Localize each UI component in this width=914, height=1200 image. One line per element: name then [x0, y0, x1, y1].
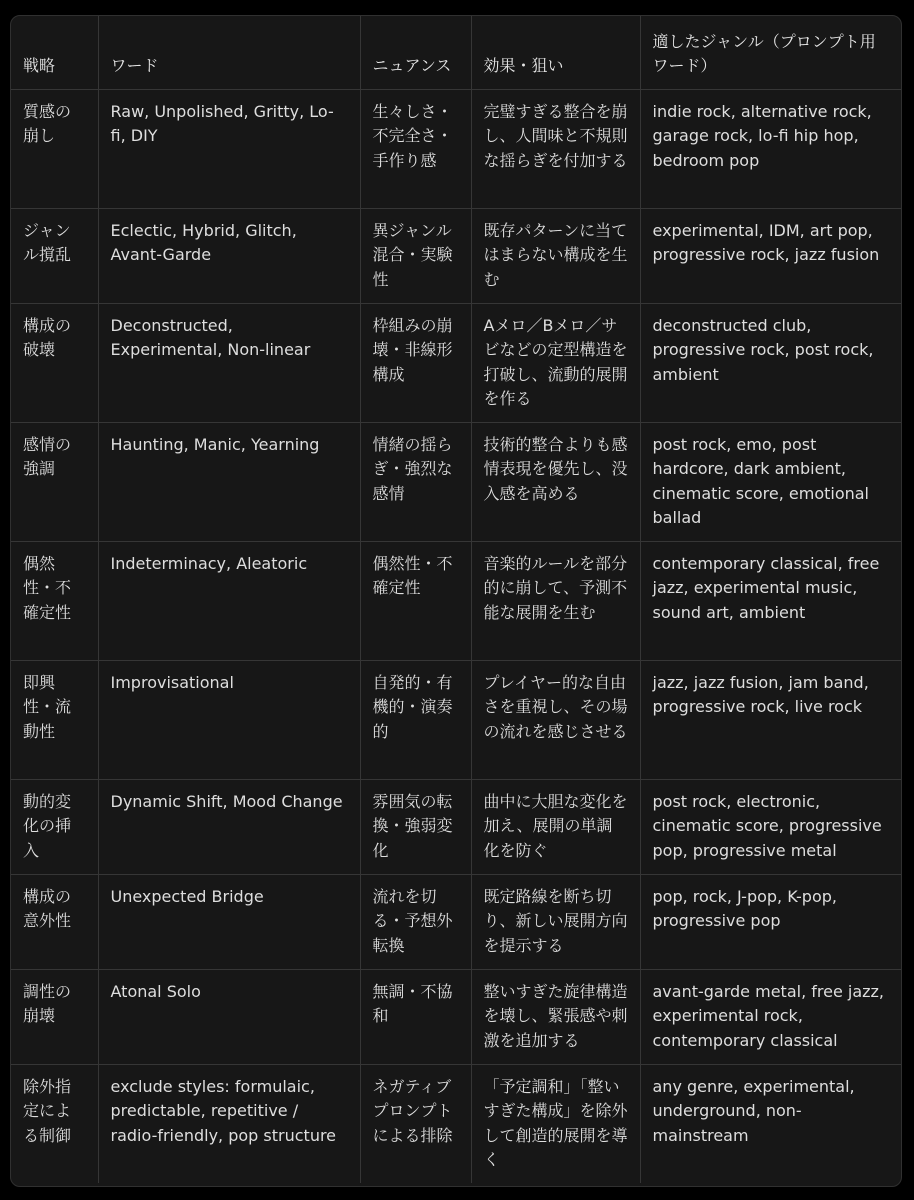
cell-effect: 既存パターンに当てはまらない構成を生む — [471, 208, 640, 303]
cell-nuance: 偶然性・不確定性 — [360, 541, 471, 660]
cell-genres: any genre, experimental, underground, non-mainstream — [652, 1076, 855, 1145]
cell-effect: Aメロ／Bメロ／サビなどの定型構造を打破し、流動的展開を作る — [471, 303, 640, 422]
cell-genres: indie rock, alternative rock, garage rock, lo-fi hip hop, bedroom pop — [640, 89, 901, 208]
table-row — [11, 303, 901, 422]
table-row — [11, 779, 901, 874]
cell-strategy: 動的変化の挿入 — [11, 779, 98, 874]
cell-strategy: ジャンル撹乱 — [11, 208, 98, 303]
cell-genres: experimental, IDM, art pop, progressive rock, jazz fusion — [640, 208, 901, 303]
header-nuance: ニュアンス — [360, 16, 471, 89]
cell-genres: contemporary classical, free jazz, experimental music, sound art, ambient — [640, 541, 901, 660]
cell-words: Atonal Solo — [98, 969, 360, 1064]
cell-words: Deconstructed, Experimental, Non-linear — [98, 303, 360, 422]
table-row — [11, 89, 901, 208]
cell-nuance: 雰囲気の転換・強弱変化 — [360, 779, 471, 874]
header-words: ワード — [98, 16, 360, 89]
cell-effect: 完璧すぎる整合を崩し、人間味と不規則な揺らぎを付加する — [471, 89, 640, 208]
cell-effect: プレイヤー的な自由さを重視し、その場の流れを感じさせる — [471, 660, 640, 779]
strategy-table-container — [10, 15, 902, 1187]
cell-words: Improvisational — [98, 660, 360, 779]
cell-genres: post rock, electronic, cinematic score, progressive pop, progressive metal — [640, 779, 901, 874]
cell-strategy: 構成の破壊 — [11, 303, 98, 422]
table-row — [11, 1064, 901, 1183]
cell-strategy: 除外指定による制御 — [11, 1064, 98, 1183]
cell-genres: jazz, jazz fusion, jam band, progressive rock, live rock — [640, 660, 901, 779]
cell-nuance: 枠組みの崩壊・非線形構成 — [360, 303, 471, 422]
cell-words: Raw, Unpolished, Gritty, Lo-fi, DIY — [98, 89, 360, 208]
table-row — [11, 969, 901, 1064]
cell-genres: deconstructed club, progressive rock, post rock, ambient — [640, 303, 901, 422]
cell-genres: pop, rock, J-pop, K-pop, progressive pop — [640, 874, 901, 969]
table-row — [11, 660, 901, 779]
cell-strategy: 調性の崩壊 — [11, 969, 98, 1064]
cell-nuance: 流れを切る・予想外転換 — [360, 874, 471, 969]
cell-words: exclude styles: formulaic, predictable, repetitive / radio-friendly, pop structure — [98, 1064, 360, 1183]
table-row — [11, 874, 901, 969]
table-row — [11, 422, 901, 541]
cell-nuance: 生々しさ・不完全さ・手作り感 — [360, 89, 471, 208]
cell-strategy: 即興性・流動性 — [11, 660, 98, 779]
cell-nuance: 自発的・有機的・演奏的 — [360, 660, 471, 779]
cell-words: Eclectic, Hybrid, Glitch, Avant-Garde — [98, 208, 360, 303]
cell-genres: post rock, emo, post hardcore, dark ambient, cinematic score, emotional ballad — [640, 422, 901, 541]
cell-nuance: 無調・不協和 — [360, 969, 471, 1064]
cell-effect: 曲中に大胆な変化を加え、展開の単調化を防ぐ — [471, 779, 640, 874]
cell-effect: 「予定調和」「整いすぎた構成」を除外して創造的展開を導く — [471, 1064, 640, 1183]
cell-words: Indeterminacy, Aleatoric — [98, 541, 360, 660]
cell-strategy: 偶然性・不確定性 — [11, 541, 98, 660]
cell-strategy: 構成の意外性 — [11, 874, 98, 969]
cell-effect: 音楽的ルールを部分的に崩して、予測不能な展開を生む — [471, 541, 640, 660]
table-row — [11, 208, 901, 303]
cell-words: Haunting, Manic, Yearning — [98, 422, 360, 541]
cell-effect: 既定路線を断ち切り、新しい展開方向を提示する — [471, 874, 640, 969]
strategy-table — [11, 16, 901, 1183]
table-header-row — [11, 16, 901, 89]
table-row — [11, 541, 901, 660]
cell-effect: 技術的整合よりも感情表現を優先し、没入感を高める — [471, 422, 640, 541]
cell-nuance: 異ジャンル混合・実験性 — [360, 208, 471, 303]
cell-nuance: ネガティブプロンプトによる排除 — [360, 1064, 471, 1183]
header-strategy: 戦略 — [11, 16, 98, 89]
cell-effect: 整いすぎた旋律構造を壊し、緊張感や刺激を追加する — [471, 969, 640, 1064]
cell-strategy: 感情の強調 — [11, 422, 98, 541]
cell-genres: avant-garde metal, free jazz, experimental rock, contemporary classical — [640, 969, 901, 1064]
header-effect: 効果・狙い — [471, 16, 640, 89]
cell-nuance: 情緒の揺らぎ・強烈な感情 — [360, 422, 471, 541]
header-genres: 適したジャンル（プロンプト用ワード） — [640, 16, 901, 89]
cell-words: Unexpected Bridge — [98, 874, 360, 969]
cell-words: Dynamic Shift, Mood Change — [98, 779, 360, 874]
cell-strategy: 質感の崩し — [11, 89, 98, 208]
